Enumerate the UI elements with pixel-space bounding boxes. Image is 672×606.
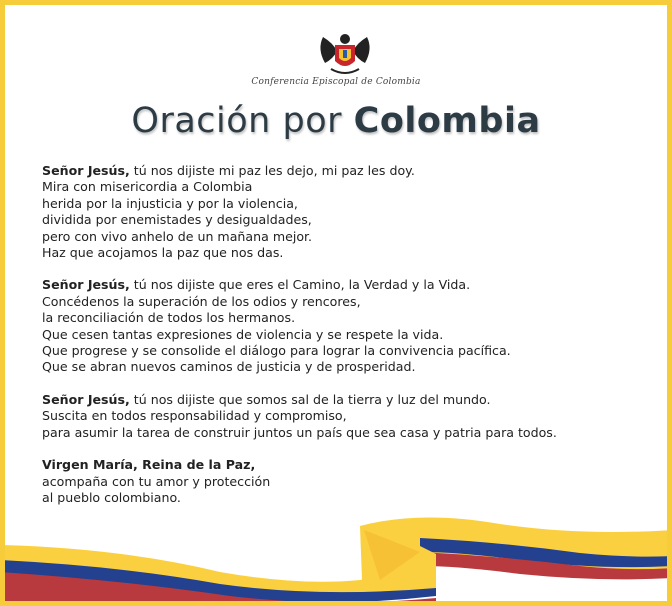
organization-name: Conferencia Episcopal de Colombia (251, 77, 421, 87)
paragraph-line: tú nos dijiste que somos sal de la tierra y luz del mundo. (129, 391, 491, 407)
paragraph-line: Haz que acojamos la paz que nos das. (42, 245, 284, 261)
paragraph-line: tú nos dijiste mi paz les dejo, mi paz les doy. (129, 163, 415, 178)
paragraph-line: la reconciliación de todos los hermanos. (42, 310, 296, 326)
title-regular: Oración por (131, 101, 343, 141)
paragraph-lead: Virgen María, Reina de la Paz, (42, 457, 256, 473)
paragraph-line: Que cesen tantas expresiones de violencia y se respete la vida. (42, 326, 444, 342)
paragraph-line: pero con vivo anhelo de un mañana mejor. (42, 228, 313, 244)
title-bold: Colombia (353, 101, 541, 141)
paragraph-line: al pueblo colombiano. (42, 489, 181, 505)
paragraph-line: Que se abran nuevos caminos de justicia y de prosperidad. (42, 359, 416, 375)
paragraph-line: acompaña con tu amor y protección (42, 473, 271, 489)
paragraph-lead: Señor Jesús, (42, 277, 130, 293)
paragraph-line: dividida por enemistades y desigualdades, (42, 212, 312, 228)
paragraph-line: herida por la injusticia y por la violencia, (42, 195, 298, 211)
paragraph-line: Mira con misericordia a Colombia (42, 179, 253, 195)
paragraph-line: Que progrese y se consolide el diálogo para lograr la convivencia pacífica. (42, 343, 511, 359)
paragraph-line: Suscita en todos responsabilidad y compromiso, (42, 408, 347, 424)
paragraph-line: para asumir la tarea de construir juntos un país que sea casa y patria para todos. (42, 424, 557, 440)
paragraph-lead: Señor Jesús, (42, 391, 130, 407)
paragraph-lead: Señor Jesús, (42, 163, 130, 178)
paragraph-line: Concédenos la superación de los odios y rencores, (42, 293, 361, 309)
paragraph-line: tú nos dijiste que eres el Camino, la Verdad y la Vida. (129, 277, 471, 293)
